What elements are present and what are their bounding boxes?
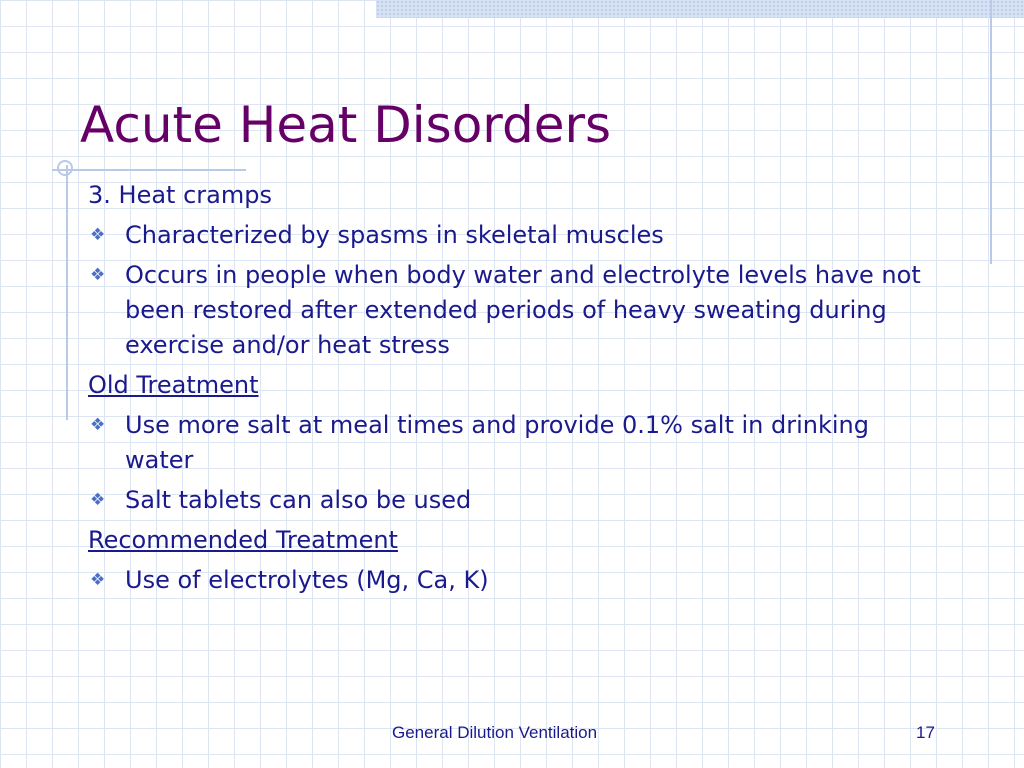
bullet-item [88, 218, 923, 253]
bullet-text: Use more salt at meal times and provide 0.1% salt in drinking water [125, 411, 869, 474]
bullet-text: Salt tablets can also be used [125, 486, 472, 514]
decorative-vertical-line-left [66, 165, 68, 420]
page-number: 17 [916, 723, 935, 742]
diamond-bullet-icon: ❖ [90, 415, 106, 435]
diamond-bullet-icon: ❖ [90, 490, 106, 510]
bullet-item [88, 408, 923, 478]
footer-text: General Dilution Ventilation [392, 723, 598, 742]
bullet-item [88, 258, 923, 363]
bullet-item [88, 563, 923, 598]
subheading: 3. Heat cramps [88, 181, 272, 209]
bullet-text: Occurs in people when body water and electrolyte levels have not been restored after extended periods of heavy sweating during exercise and/or heat stress [125, 261, 921, 359]
diamond-bullet-icon: ❖ [90, 265, 106, 285]
bullet-item [88, 483, 923, 518]
decorative-vertical-line-right [990, 0, 992, 264]
slide-body [88, 178, 923, 603]
section-heading: Recommended Treatment [88, 526, 398, 554]
diamond-bullet-icon: ❖ [90, 570, 106, 590]
bullet-text: Characterized by spasms in skeletal muscles [125, 221, 664, 249]
section-heading: Old Treatment [88, 371, 259, 399]
slide-title: Acute Heat Disorders [80, 96, 612, 154]
header-decorative-band [376, 0, 1024, 18]
decorative-horizontal-line [52, 169, 246, 171]
bullet-text: Use of electrolytes (Mg, Ca, K) [125, 566, 489, 594]
decorative-circle-icon [57, 160, 73, 176]
diamond-bullet-icon: ❖ [90, 225, 106, 245]
